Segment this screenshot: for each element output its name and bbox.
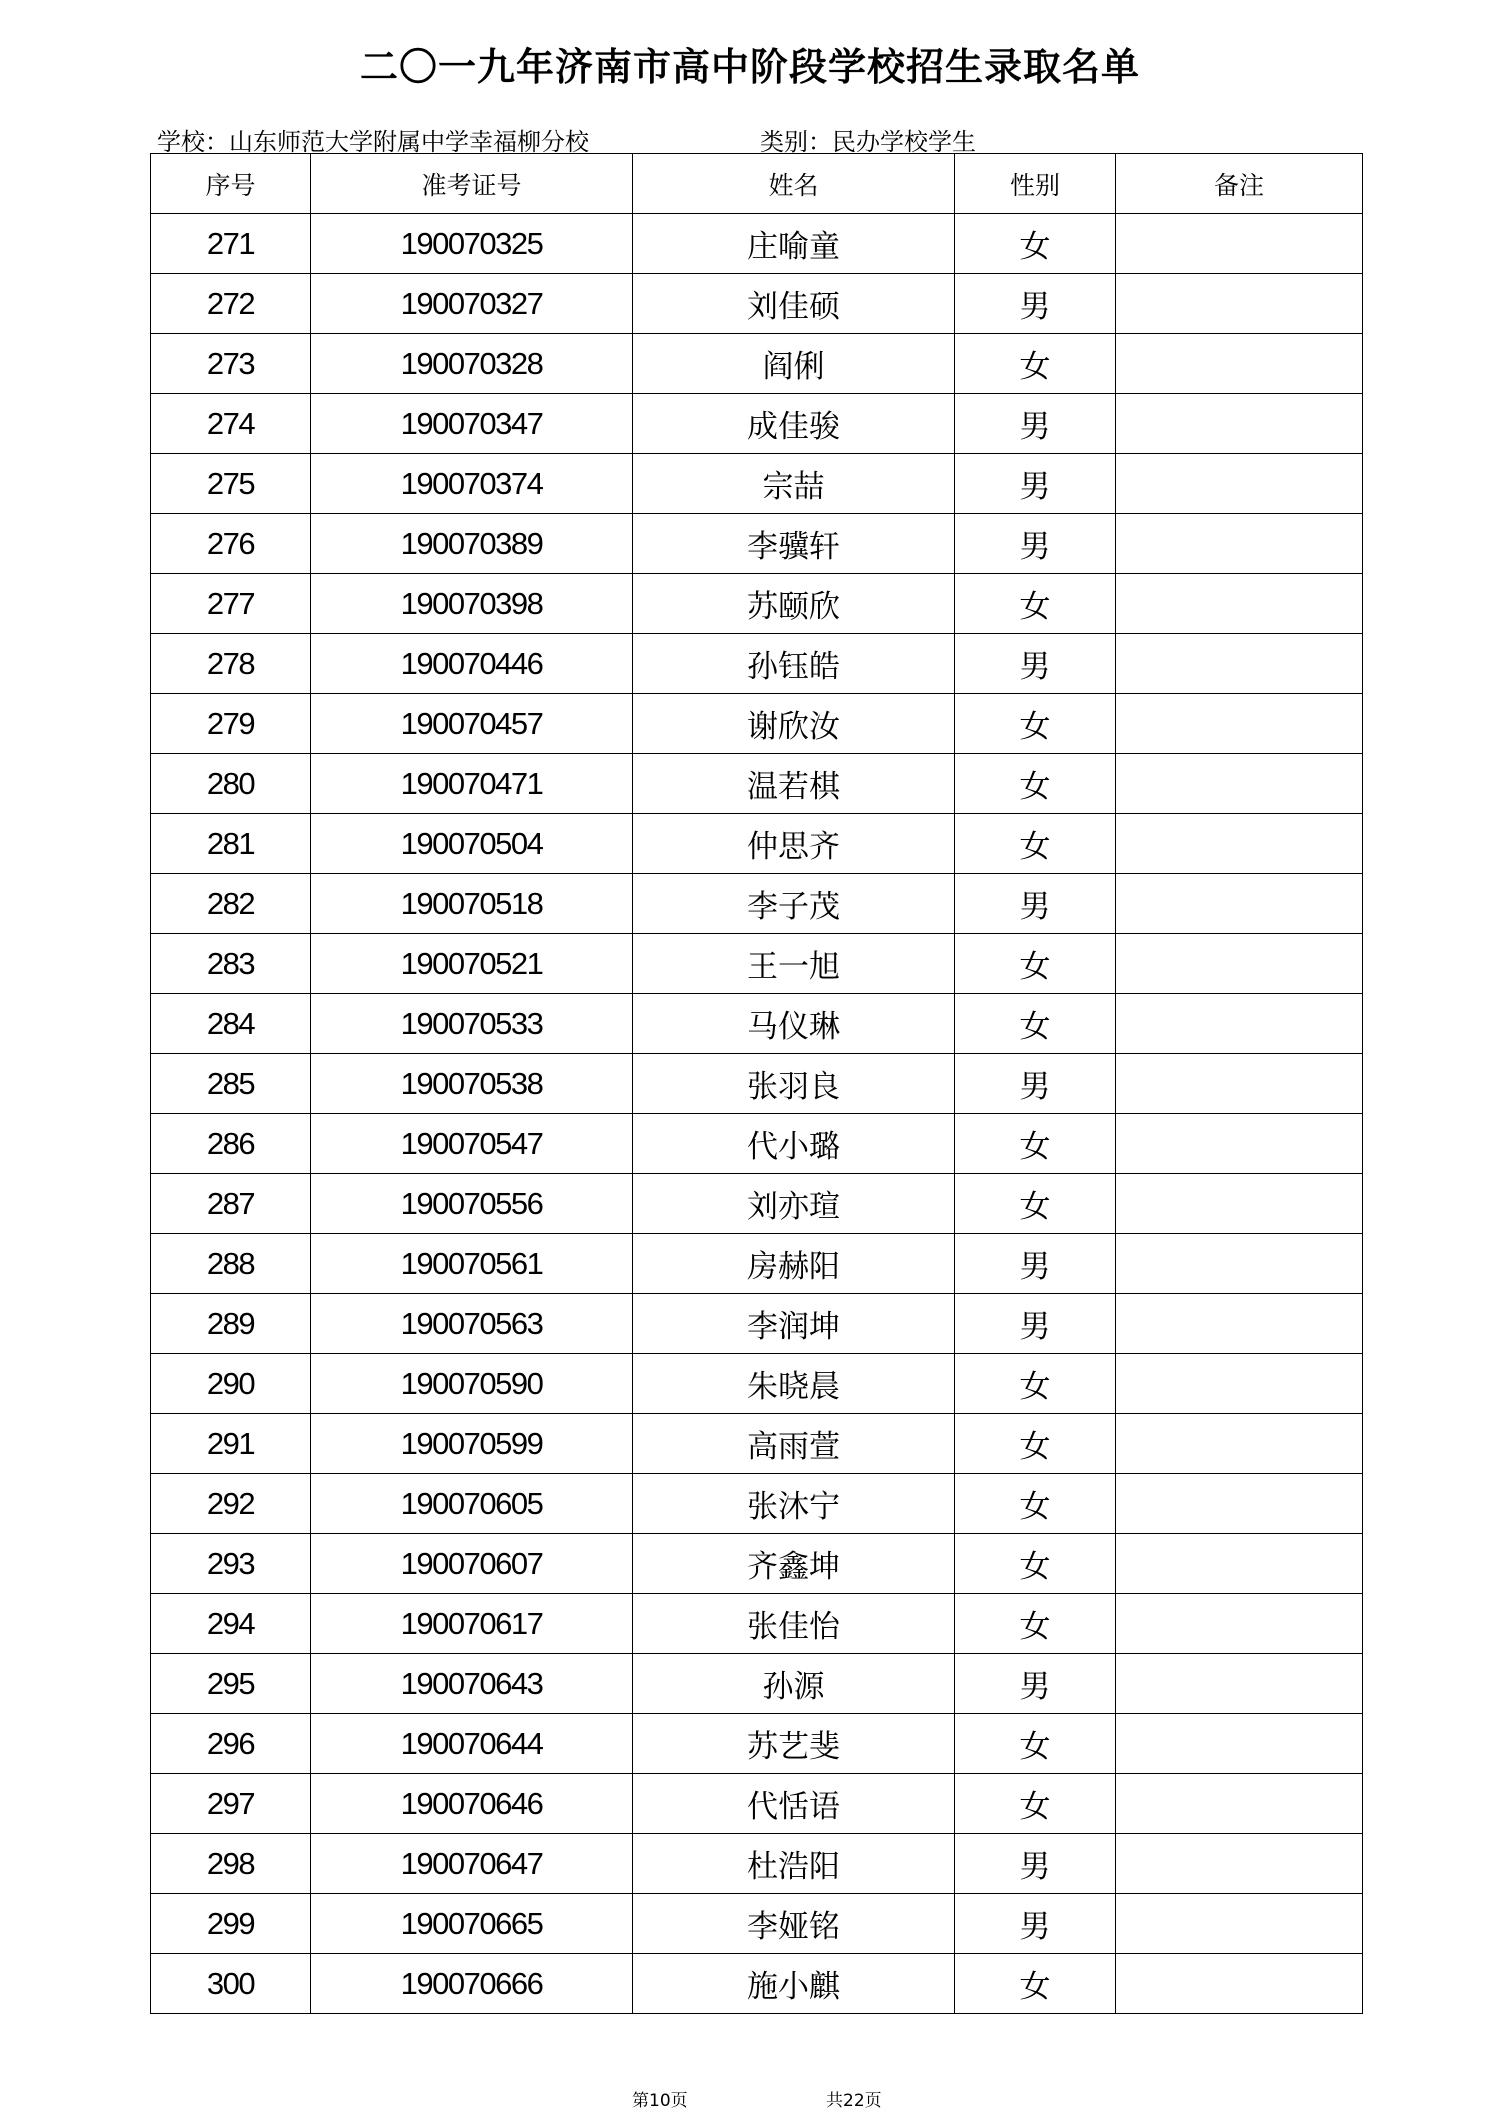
cell-exam-id: 190070563 [311, 1294, 633, 1354]
cell-remarks [1116, 394, 1363, 454]
table-row [151, 1174, 1363, 1234]
cell-seq: 300 [151, 1954, 311, 2014]
cell-gender: 女 [955, 334, 1116, 394]
cell-gender: 女 [955, 814, 1116, 874]
table-row [151, 454, 1363, 514]
cell-gender: 女 [955, 574, 1116, 634]
cell-remarks [1116, 454, 1363, 514]
cell-name: 李润坤 [633, 1294, 955, 1354]
cell-name: 房赫阳 [633, 1234, 955, 1294]
cell-name: 刘佳硕 [633, 274, 955, 334]
cell-gender: 女 [955, 1954, 1116, 2014]
cell-name: 朱晓晨 [633, 1354, 955, 1414]
cell-name: 阎俐 [633, 334, 955, 394]
cell-gender: 男 [955, 454, 1116, 514]
cell-exam-id: 190070374 [311, 454, 633, 514]
cell-remarks [1116, 1474, 1363, 1534]
table-row [151, 994, 1363, 1054]
school-label: 学校：山东师范大学附属中学幸福柳分校 [157, 128, 589, 156]
cell-exam-id: 190070518 [311, 874, 633, 934]
header-gender: 性别 [955, 154, 1116, 214]
cell-remarks [1116, 994, 1363, 1054]
cell-gender: 女 [955, 1594, 1116, 1654]
cell-exam-id: 190070556 [311, 1174, 633, 1234]
cell-exam-id: 190070471 [311, 754, 633, 814]
cell-exam-id: 190070398 [311, 574, 633, 634]
cell-gender: 男 [955, 1294, 1116, 1354]
cell-exam-id: 190070647 [311, 1834, 633, 1894]
cell-gender: 男 [955, 1894, 1116, 1954]
cell-exam-id: 190070646 [311, 1774, 633, 1834]
table-row [151, 214, 1363, 274]
cell-name: 高雨萱 [633, 1414, 955, 1474]
cell-exam-id: 190070504 [311, 814, 633, 874]
cell-gender: 女 [955, 1714, 1116, 1774]
cell-remarks [1116, 514, 1363, 574]
cell-exam-id: 190070533 [311, 994, 633, 1054]
cell-seq: 276 [151, 514, 311, 574]
cell-remarks [1116, 1834, 1363, 1894]
cell-gender: 男 [955, 1654, 1116, 1714]
cell-remarks [1116, 1174, 1363, 1234]
cell-name: 仲思齐 [633, 814, 955, 874]
cell-exam-id: 190070590 [311, 1354, 633, 1414]
cell-exam-id: 190070607 [311, 1534, 633, 1594]
table-row [151, 754, 1363, 814]
cell-name: 苏艺斐 [633, 1714, 955, 1774]
table-row [151, 1774, 1363, 1834]
table-row [151, 574, 1363, 634]
cell-exam-id: 190070643 [311, 1654, 633, 1714]
cell-seq: 281 [151, 814, 311, 874]
cell-seq: 295 [151, 1654, 311, 1714]
cell-remarks [1116, 754, 1363, 814]
cell-name: 成佳骏 [633, 394, 955, 454]
table-row [151, 694, 1363, 754]
cell-seq: 296 [151, 1714, 311, 1774]
cell-remarks [1116, 1654, 1363, 1714]
cell-exam-id: 190070328 [311, 334, 633, 394]
cell-seq: 287 [151, 1174, 311, 1234]
cell-remarks [1116, 274, 1363, 334]
cell-remarks [1116, 1714, 1363, 1774]
cell-seq: 273 [151, 334, 311, 394]
table-row [151, 934, 1363, 994]
table-row [151, 634, 1363, 694]
cell-remarks [1116, 1054, 1363, 1114]
table-row [151, 874, 1363, 934]
cell-name: 谢欣汝 [633, 694, 955, 754]
cell-exam-id: 190070665 [311, 1894, 633, 1954]
cell-name: 王一旭 [633, 934, 955, 994]
table-row [151, 1234, 1363, 1294]
cell-seq: 290 [151, 1354, 311, 1414]
cell-seq: 297 [151, 1774, 311, 1834]
cell-gender: 女 [955, 1474, 1116, 1534]
cell-name: 张沐宁 [633, 1474, 955, 1534]
cell-exam-id: 190070327 [311, 274, 633, 334]
cell-seq: 279 [151, 694, 311, 754]
cell-gender: 女 [955, 1414, 1116, 1474]
cell-exam-id: 190070666 [311, 1954, 633, 2014]
table-row [151, 1354, 1363, 1414]
cell-remarks [1116, 1414, 1363, 1474]
cell-seq: 294 [151, 1594, 311, 1654]
cell-seq: 293 [151, 1534, 311, 1594]
cell-name: 施小麒 [633, 1954, 955, 2014]
table-row [151, 1954, 1363, 2014]
cell-remarks [1116, 814, 1363, 874]
header-seq: 序号 [151, 154, 311, 214]
header-exam-id: 准考证号 [311, 154, 633, 214]
cell-gender: 男 [955, 874, 1116, 934]
table-row [151, 1474, 1363, 1534]
cell-seq: 278 [151, 634, 311, 694]
cell-seq: 277 [151, 574, 311, 634]
cell-gender: 女 [955, 1774, 1116, 1834]
admission-table [150, 153, 1363, 2014]
cell-name: 张佳怡 [633, 1594, 955, 1654]
cell-exam-id: 190070446 [311, 634, 633, 694]
table-row [151, 394, 1363, 454]
cell-name: 宗喆 [633, 454, 955, 514]
cell-gender: 女 [955, 754, 1116, 814]
cell-name: 代小璐 [633, 1114, 955, 1174]
cell-exam-id: 190070457 [311, 694, 633, 754]
table-row [151, 814, 1363, 874]
cell-seq: 283 [151, 934, 311, 994]
cell-seq: 274 [151, 394, 311, 454]
cell-seq: 288 [151, 1234, 311, 1294]
table-row [151, 1114, 1363, 1174]
cell-seq: 286 [151, 1114, 311, 1174]
cell-remarks [1116, 574, 1363, 634]
cell-remarks [1116, 1354, 1363, 1414]
cell-exam-id: 190070347 [311, 394, 633, 454]
cell-gender: 女 [955, 1174, 1116, 1234]
page-number: 第10页 [632, 2091, 688, 2111]
cell-remarks [1116, 1774, 1363, 1834]
table-row [151, 1054, 1363, 1114]
cell-name: 孙钰皓 [633, 634, 955, 694]
cell-name: 马仪琳 [633, 994, 955, 1054]
table-row [151, 1714, 1363, 1774]
cell-exam-id: 190070325 [311, 214, 633, 274]
cell-seq: 291 [151, 1414, 311, 1474]
cell-seq: 298 [151, 1834, 311, 1894]
cell-remarks [1116, 934, 1363, 994]
cell-seq: 292 [151, 1474, 311, 1534]
cell-remarks [1116, 1294, 1363, 1354]
cell-exam-id: 190070389 [311, 514, 633, 574]
cell-exam-id: 190070599 [311, 1414, 633, 1474]
cell-remarks [1116, 1894, 1363, 1954]
cell-seq: 284 [151, 994, 311, 1054]
cell-name: 孙源 [633, 1654, 955, 1714]
cell-exam-id: 190070617 [311, 1594, 633, 1654]
table-row [151, 514, 1363, 574]
page-total: 共22页 [826, 2091, 882, 2111]
table-header-row [151, 154, 1363, 214]
table-row [151, 334, 1363, 394]
cell-name: 张羽良 [633, 1054, 955, 1114]
cell-name: 刘亦瑄 [633, 1174, 955, 1234]
cell-exam-id: 190070605 [311, 1474, 633, 1534]
cell-name: 苏颐欣 [633, 574, 955, 634]
header-name: 姓名 [633, 154, 955, 214]
cell-gender: 女 [955, 934, 1116, 994]
cell-gender: 男 [955, 1834, 1116, 1894]
cell-gender: 女 [955, 694, 1116, 754]
header-remarks: 备注 [1116, 154, 1363, 214]
cell-gender: 女 [955, 1354, 1116, 1414]
cell-gender: 女 [955, 214, 1116, 274]
cell-exam-id: 190070538 [311, 1054, 633, 1114]
cell-name: 李子茂 [633, 874, 955, 934]
category-label: 类别：民办学校学生 [760, 128, 976, 156]
cell-remarks [1116, 1954, 1363, 2014]
table-row [151, 1894, 1363, 1954]
cell-name: 齐鑫坤 [633, 1534, 955, 1594]
cell-remarks [1116, 694, 1363, 754]
cell-name: 李骥轩 [633, 514, 955, 574]
cell-gender: 男 [955, 1234, 1116, 1294]
cell-seq: 271 [151, 214, 311, 274]
cell-exam-id: 190070561 [311, 1234, 633, 1294]
cell-name: 温若棋 [633, 754, 955, 814]
cell-remarks [1116, 1534, 1363, 1594]
table-row [151, 1534, 1363, 1594]
table-row [151, 1834, 1363, 1894]
cell-remarks [1116, 214, 1363, 274]
cell-exam-id: 190070547 [311, 1114, 633, 1174]
cell-name: 杜浩阳 [633, 1834, 955, 1894]
cell-remarks [1116, 1594, 1363, 1654]
cell-gender: 男 [955, 634, 1116, 694]
cell-seq: 299 [151, 1894, 311, 1954]
cell-gender: 女 [955, 994, 1116, 1054]
cell-remarks [1116, 1114, 1363, 1174]
cell-seq: 280 [151, 754, 311, 814]
cell-gender: 女 [955, 1534, 1116, 1594]
cell-exam-id: 190070644 [311, 1714, 633, 1774]
cell-gender: 女 [955, 1114, 1116, 1174]
table-row [151, 1414, 1363, 1474]
table-row [151, 1294, 1363, 1354]
cell-seq: 275 [151, 454, 311, 514]
page-title: 二〇一九年济南市高中阶段学校招生录取名单 [359, 45, 1140, 89]
cell-remarks [1116, 634, 1363, 694]
cell-seq: 272 [151, 274, 311, 334]
cell-remarks [1116, 1234, 1363, 1294]
table-row [151, 1654, 1363, 1714]
table-row [151, 274, 1363, 334]
cell-remarks [1116, 334, 1363, 394]
cell-seq: 282 [151, 874, 311, 934]
cell-name: 代恬语 [633, 1774, 955, 1834]
cell-gender: 男 [955, 514, 1116, 574]
cell-name: 庄喻童 [633, 214, 955, 274]
cell-name: 李娅铭 [633, 1894, 955, 1954]
cell-seq: 289 [151, 1294, 311, 1354]
table-row [151, 1594, 1363, 1654]
cell-gender: 男 [955, 394, 1116, 454]
cell-seq: 285 [151, 1054, 311, 1114]
cell-gender: 男 [955, 274, 1116, 334]
cell-exam-id: 190070521 [311, 934, 633, 994]
cell-remarks [1116, 874, 1363, 934]
cell-gender: 男 [955, 1054, 1116, 1114]
